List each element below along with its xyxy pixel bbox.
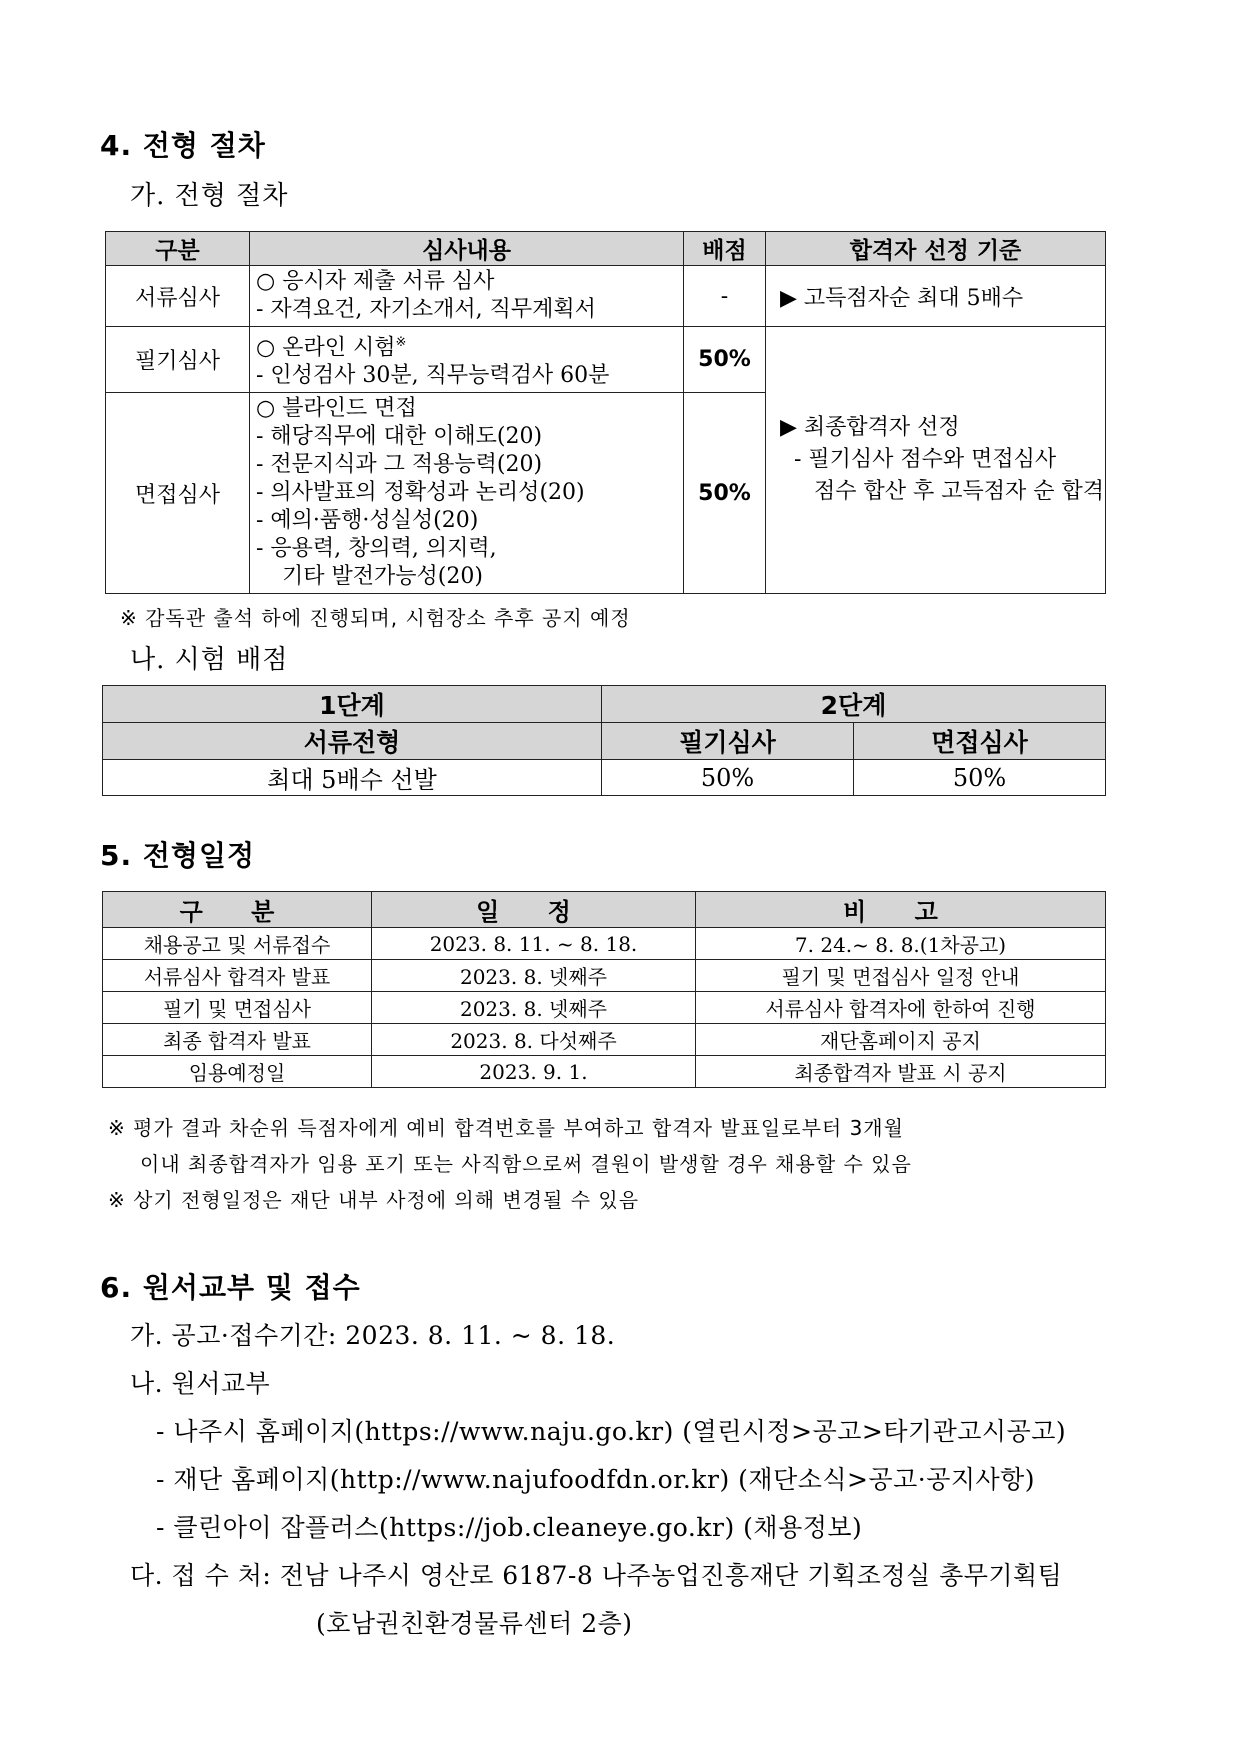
- row-score: -: [684, 266, 766, 327]
- section-4-note: ※ 감독관 출석 하에 진행되며, 시험장소 추후 공지 예정: [120, 606, 631, 630]
- schedule-category: 최종 합격자 발표: [103, 1024, 372, 1056]
- section-4-subtitle-a: 가. 전형 절차: [130, 181, 289, 211]
- criteria-line: ▶ 최종합격자 선정: [780, 415, 960, 441]
- schedule-remarks: 필기 및 면접심사 일정 안내: [696, 960, 1106, 992]
- score-table-stage-row: [103, 686, 1106, 723]
- row-score: 50%: [684, 393, 766, 594]
- section-6-title: 6. 원서교부 및 접수: [100, 1271, 361, 1304]
- score-table-value-row: [103, 760, 1106, 796]
- score-table-column-row: [103, 723, 1106, 760]
- application-period: 가. 공고·접수기간: 2023. 8. 11. ~ 8. 18.: [130, 1321, 616, 1350]
- schedule-header-category: 구 분: [103, 892, 372, 928]
- value-written: 50%: [602, 760, 854, 796]
- section-5-title: 5. 전형일정: [100, 839, 256, 872]
- row-content: [250, 266, 684, 327]
- content-line: ○ 블라인드 면접: [256, 396, 417, 422]
- schedule-header-date: 일 정: [372, 892, 696, 928]
- schedule-category: 서류심사 합격자 발표: [103, 960, 372, 992]
- header-content: 심사내용: [250, 232, 684, 266]
- schedule-date: 2023. 9. 1.: [372, 1056, 696, 1088]
- content-line: - 응용력, 창의력, 의지력,: [256, 536, 497, 562]
- row-score: 50%: [684, 327, 766, 393]
- column-written: 필기심사: [602, 723, 854, 760]
- table-row: [103, 992, 1106, 1024]
- schedule-remarks: 최종합격자 발표 시 공지: [696, 1056, 1106, 1088]
- row-content: [250, 393, 684, 594]
- table-row: [106, 266, 1106, 327]
- screening-procedure-table: [105, 231, 1106, 594]
- value-document: 최대 5배수 선발: [103, 760, 602, 796]
- table-row: [103, 928, 1106, 960]
- schedule-date: 2023. 8. 11. ~ 8. 18.: [372, 928, 696, 960]
- row-criteria: ▶ 고득점자순 최대 5배수: [766, 266, 1106, 327]
- schedule-date: 2023. 8. 다섯째주: [372, 1024, 696, 1056]
- row-category: 필기심사: [106, 327, 250, 393]
- footnote-mark: ※: [395, 335, 407, 350]
- foundation-homepage-link[interactable]: - 재단 홈페이지(http://www.najufoodfdn.or.kr) (재단소식>공고·공지사항): [156, 1465, 1036, 1494]
- table-row: [103, 1024, 1106, 1056]
- cleaneye-job-link[interactable]: - 클린아이 잡플러스(https://job.cleaneye.go.kr) (채용정보): [156, 1513, 863, 1542]
- column-interview: 면접심사: [854, 723, 1106, 760]
- header-category: 구분: [106, 232, 250, 266]
- row-content: [250, 327, 684, 393]
- schedule-category: 임용예정일: [103, 1056, 372, 1088]
- header-score: 배점: [684, 232, 766, 266]
- table-row: [103, 960, 1106, 992]
- criteria-line: - 필기심사 점수와 면접심사: [794, 447, 1057, 473]
- content-line: - 전문지식과 그 적용능력(20): [256, 452, 543, 478]
- content-line: - 예의·품행·성실성(20): [256, 508, 479, 534]
- score-table: [102, 685, 1106, 796]
- section-5-note-2: ※ 상기 전형일정은 재단 내부 사정에 의해 변경될 수 있음: [108, 1188, 640, 1212]
- schedule-date: 2023. 8. 넷째주: [372, 992, 696, 1024]
- row-category: 면접심사: [106, 393, 250, 594]
- schedule-date: 2023. 8. 넷째주: [372, 960, 696, 992]
- table-header-row: [106, 232, 1106, 266]
- section-5-note-1b: 이내 최종합격자가 임용 포기 또는 사직함으로써 결원이 발생할 경우 채용할 수 있음: [140, 1152, 912, 1176]
- schedule-remarks: 재단홈페이지 공지: [696, 1024, 1106, 1056]
- row-category: 서류심사: [106, 266, 250, 327]
- merged-criteria: [766, 327, 1106, 594]
- naju-homepage-link[interactable]: - 나주시 홈페이지(https://www.naju.go.kr) (열린시정>공고>타기관고시공고): [156, 1417, 1067, 1446]
- content-line: - 해당직무에 대한 이해도(20): [256, 424, 543, 450]
- schedule-table: [102, 891, 1106, 1088]
- criteria-line: 점수 합산 후 고득점자 순 합격: [814, 479, 1104, 505]
- stage-1-header: 1단계: [103, 686, 602, 723]
- content-line: - 인성검사 30분, 직무능력검사 60분: [256, 363, 610, 389]
- column-document: 서류전형: [103, 723, 602, 760]
- schedule-remarks: 서류심사 합격자에 한하여 진행: [696, 992, 1106, 1024]
- header-criteria: 합격자 선정 기준: [766, 232, 1106, 266]
- content-line: [256, 329, 677, 362]
- table-row: [106, 327, 1106, 393]
- stage-2-header: 2단계: [602, 686, 1106, 723]
- table-row: [103, 1056, 1106, 1088]
- section-4-title: 4. 전형 절차: [100, 129, 266, 162]
- schedule-header-row: [103, 892, 1106, 928]
- schedule-category: 필기 및 면접심사: [103, 992, 372, 1024]
- content-line: - 의사발표의 정확성과 논리성(20): [256, 480, 585, 506]
- section-5-note-1a: ※ 평가 결과 차순위 득점자에게 예비 합격번호를 부여하고 합격자 발표일로부터 3개월: [108, 1116, 904, 1140]
- content-line: 기타 발전가능성(20): [282, 564, 483, 590]
- value-interview: 50%: [854, 760, 1106, 796]
- content-line-text: ○ 온라인 시험: [256, 335, 396, 361]
- schedule-header-remarks: 비 고: [696, 892, 1106, 928]
- reception-address-detail: (호남권친환경물류센터 2층): [316, 1609, 633, 1638]
- reception-address: 다. 접 수 처: 전남 나주시 영산로 6187-8 나주농업진흥재단 기획조정실 총무기획팀: [130, 1561, 1063, 1590]
- application-distribution: 나. 원서교부: [130, 1369, 271, 1398]
- content-line: ○ 응시자 제출 서류 심사: [256, 269, 495, 294]
- schedule-category: 채용공고 및 서류접수: [103, 928, 372, 960]
- schedule-remarks: 7. 24.~ 8. 8.(1차공고): [696, 928, 1106, 960]
- content-line: - 자격요건, 자기소개서, 직무계획서: [256, 297, 596, 322]
- section-4-subtitle-b: 나. 시험 배점: [130, 645, 289, 675]
